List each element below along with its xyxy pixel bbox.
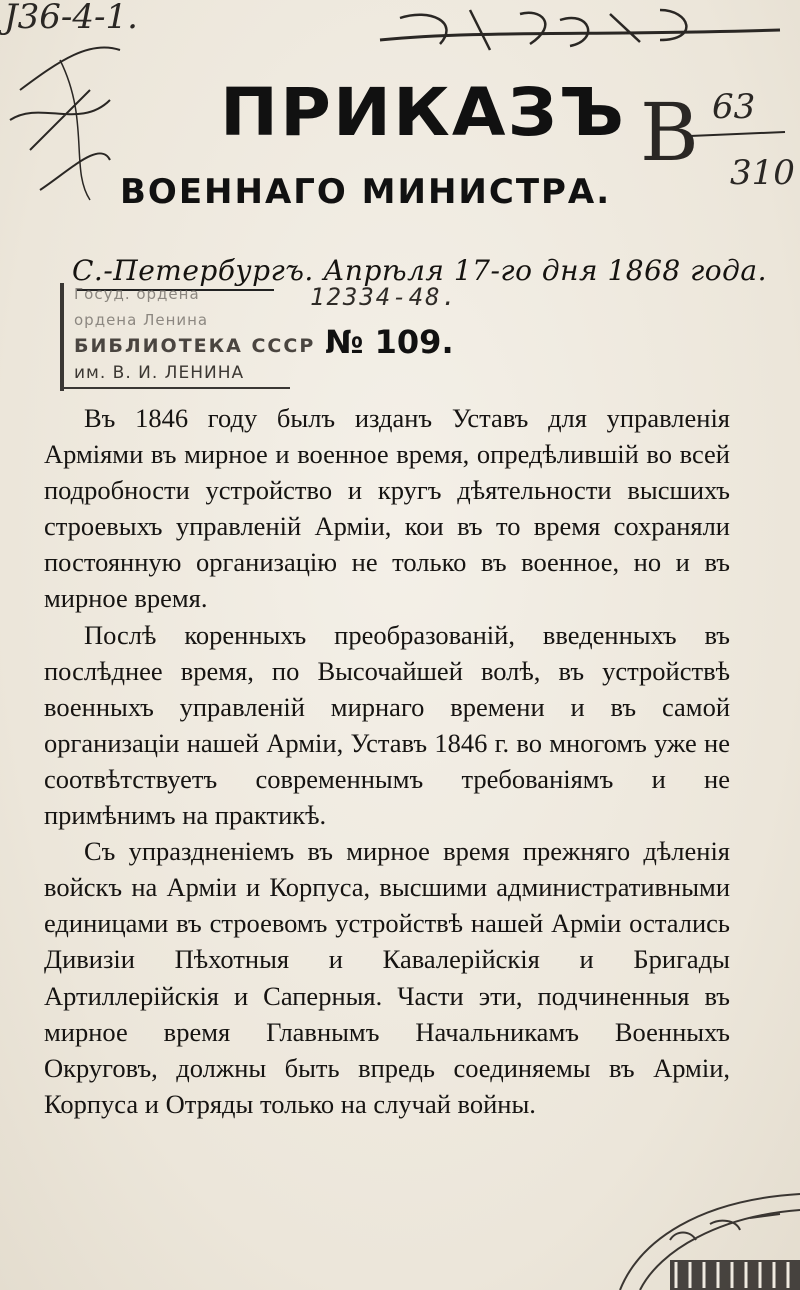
place: С.-Петербургъ. bbox=[72, 254, 314, 287]
library-stamp bbox=[60, 283, 316, 391]
handwritten-margin-number-2: 310 bbox=[730, 153, 795, 193]
stamp-line-4: им. В. И. ЛЕНИНА bbox=[74, 363, 245, 383]
handwritten-shelfmark: J36-4-1. bbox=[4, 0, 138, 37]
document-title: ПРИКАЗЪ bbox=[220, 74, 627, 151]
document-subtitle: ВОЕННАГО МИНИСТРА. bbox=[120, 172, 612, 212]
stamp-line-1: Госуд. ордена bbox=[74, 285, 200, 303]
order-body bbox=[44, 400, 730, 1122]
order-number: № 109. bbox=[325, 323, 454, 361]
stamp-line-3: БИБЛИОТЕКА СССР bbox=[74, 335, 316, 357]
stamp-line-2: ордена Ленина bbox=[74, 311, 209, 329]
date: Апрѣля 17-го дня 1868 года. bbox=[323, 254, 767, 287]
paragraph-2: Послѣ коренныхъ преобразованій, введенныхъ въ послѣднее время, по Высочайшей волѣ, въ устройствѣ военныхъ управленій мирнаго времени и въ самой организаціи нашей Арміи, Уставъ 1846 г. во многомъ уже не соотвѣтствуетъ современнымъ требованіямъ и не примѣнимъ на практикѣ. bbox=[44, 619, 730, 831]
stamp-rule bbox=[64, 387, 290, 389]
handwritten-margin-letter: В bbox=[640, 86, 699, 179]
paragraph-3: Съ упраздненіемъ въ мирное время прежняго дѣленія войскъ на Арміи и Корпуса, высшими административными единицами въ строевомъ устройствѣ нашей Арміи остались Дивизіи Пѣхотныя и Кавалерійскія и Бригады Артиллерійскія и Саперныя. Части эти, подчиненныя въ мирное время Главнымъ Начальникамъ Военныхъ Округовъ, должны быть впредь соединяемы въ Арміи, Корпуса и Отряды только на случай войны. bbox=[44, 836, 730, 1119]
handwritten-margin-number: 63 bbox=[712, 87, 756, 127]
corner-stamp bbox=[600, 1180, 800, 1290]
paragraph-1: Въ 1846 году былъ изданъ Уставъ для управленія Арміями въ мирное и военное время, опредѣлившій во всей подробности устройство и кругъ дѣятельности высшихъ строевыхъ управленій Арміи, кои въ то время сохраняли постоянную организацію не только въ военное, но и въ мирное время. bbox=[44, 403, 730, 614]
archive-number: 123З4-48. bbox=[310, 283, 459, 311]
